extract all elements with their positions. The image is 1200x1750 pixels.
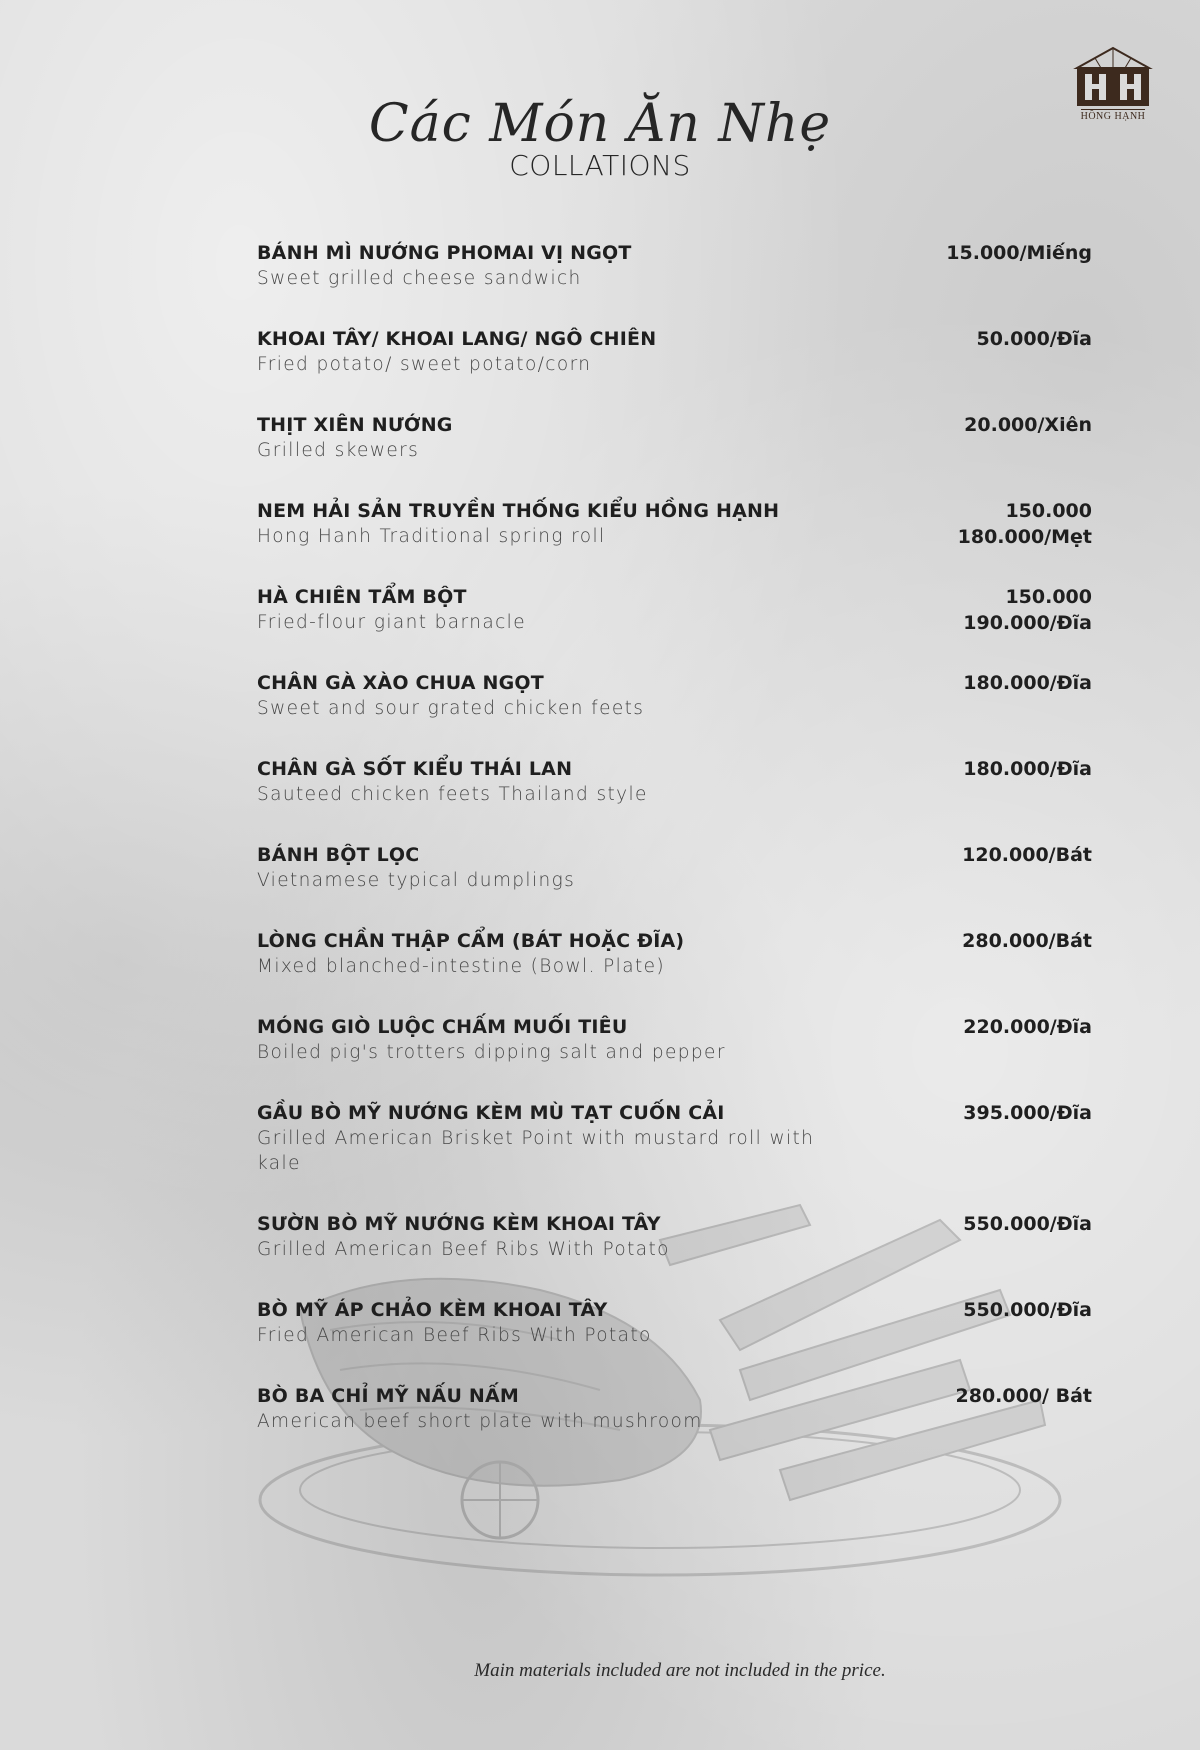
menu-item-description: Mixed blanched-intestine (Bowl. Plate) xyxy=(257,956,666,977)
price-line: 120.000/Bát xyxy=(962,844,1092,866)
menu-item-price xyxy=(963,1100,1092,1211)
logo-text: HỒNG HẠNH xyxy=(1080,111,1146,122)
menu-item-price xyxy=(964,412,1092,498)
menu-heading xyxy=(0,92,1200,182)
menu-item-description: Boiled pig's trotters dipping salt and pepper xyxy=(257,1042,726,1063)
menu-item-price xyxy=(956,1383,1092,1469)
price-line: 395.000/Đĩa xyxy=(963,1102,1092,1124)
menu-item xyxy=(257,240,1092,326)
price-line: 150.000 xyxy=(1005,500,1092,522)
menu-item-name: KHOAI TÂY/ KHOAI LANG/ NGÔ CHIÊN xyxy=(257,328,657,350)
price-line: 150.000 xyxy=(1005,586,1092,608)
price-line: 180.000/Đĩa xyxy=(963,672,1092,694)
menu-item-price xyxy=(963,670,1092,756)
menu-item-price xyxy=(963,1014,1092,1100)
menu-item-description: Sweet and sour grated chicken feets xyxy=(257,698,645,719)
menu-item-text xyxy=(257,326,837,412)
menu-item-text xyxy=(257,1383,837,1469)
menu-item-description: Hong Hanh Traditional spring roll xyxy=(257,526,606,547)
price-footnote: Main materials included are not included in the price. xyxy=(474,1660,886,1681)
menu-item-description: Sauteed chicken feets Thailand style xyxy=(257,784,648,805)
menu-item-description: Fried American Beef Ribs With Potato xyxy=(257,1325,652,1346)
menu-item-name: BÁNH MÌ NƯỚNG PHOMAI VỊ NGỌT xyxy=(257,242,632,264)
menu-item xyxy=(257,842,1092,928)
menu-item xyxy=(257,1014,1092,1100)
menu-item xyxy=(257,1100,1092,1211)
menu-item xyxy=(257,498,1092,584)
menu-item xyxy=(257,1383,1092,1469)
menu-item-price xyxy=(963,756,1092,842)
menu-item-name: THỊT XIÊN NƯỚNG xyxy=(257,414,453,436)
menu-item-name: BÒ BA CHỈ MỸ NẤU NẤM xyxy=(257,1385,520,1407)
menu-item-name: GẦU BÒ MỸ NƯỚNG KÈM MÙ TẠT CUỐN CẢI xyxy=(257,1102,725,1124)
menu-item-text xyxy=(257,240,837,326)
script-title: Các Món Ăn Nhẹ xyxy=(368,94,832,154)
menu-item-text xyxy=(257,1100,837,1211)
menu-item-text xyxy=(257,756,837,842)
menu-item-name: NEM HẢI SẢN TRUYỀN THỐNG KIỂU HỒNG HẠNH xyxy=(257,500,780,522)
menu-item xyxy=(257,326,1092,412)
menu-item-description: Sweet grilled cheese sandwich xyxy=(257,268,582,289)
heading-subtitle: COLLATIONS xyxy=(509,149,691,182)
menu-item-text xyxy=(257,1297,837,1383)
menu-item-text xyxy=(257,842,837,928)
menu-item xyxy=(257,670,1092,756)
menu-item-price xyxy=(963,584,1092,670)
menu-item-name: SƯỜN BÒ MỸ NƯỚNG KÈM KHOAI TÂY xyxy=(257,1213,661,1235)
menu-item-description: Grilled American Brisket Point with mustard roll with kale xyxy=(257,1128,815,1174)
price-line: 180.000/Đĩa xyxy=(963,758,1092,780)
menu-item-price xyxy=(946,240,1092,326)
menu-item-name: CHÂN GÀ XÀO CHUA NGỌT xyxy=(257,672,544,694)
menu-item xyxy=(257,1297,1092,1383)
menu-item xyxy=(257,928,1092,1014)
menu-item xyxy=(257,1211,1092,1297)
price-line: 280.000/ Bát xyxy=(955,1385,1092,1407)
price-line: 280.000/Bát xyxy=(962,930,1092,952)
price-line: 20.000/Xiên xyxy=(964,414,1092,436)
menu-item-text xyxy=(257,1211,837,1297)
menu-item-text xyxy=(257,412,837,498)
price-line: 550.000/Đĩa xyxy=(963,1213,1092,1235)
menu-item-name: MÓNG GIÒ LUỘC CHẤM MUỐI TIÊU xyxy=(257,1016,628,1038)
menu-item-price xyxy=(958,498,1092,584)
price-line: 190.000/Đĩa xyxy=(963,612,1092,634)
menu-item-price xyxy=(962,928,1092,1014)
menu-item-description: Fried potato/ sweet potato/corn xyxy=(257,354,592,375)
menu-item-description: Vietnamese typical dumplings xyxy=(257,870,576,891)
price-line: 180.000/Mẹt xyxy=(957,526,1092,548)
menu-item xyxy=(257,412,1092,498)
menu-item-price xyxy=(962,842,1092,928)
menu-item-price xyxy=(963,1211,1092,1297)
menu-item-name: CHÂN GÀ SỐT KIỂU THÁI LAN xyxy=(257,758,573,780)
price-line: 220.000/Đĩa xyxy=(963,1016,1092,1038)
menu-item-price xyxy=(976,326,1092,412)
menu-item xyxy=(257,756,1092,842)
menu-item-name: BÒ MỸ ÁP CHẢO KÈM KHOAI TÂY xyxy=(257,1299,608,1321)
menu-item-description: Grilled American Beef Ribs With Potato xyxy=(257,1239,670,1260)
price-line: 15.000/Miếng xyxy=(946,242,1092,264)
menu-item-description: Grilled skewers xyxy=(257,440,420,461)
menu-item-text xyxy=(257,584,837,670)
menu-item-text xyxy=(257,1014,837,1100)
price-line: 50.000/Đĩa xyxy=(976,328,1092,350)
menu-item-description: American beef short plate with mushroom xyxy=(257,1411,703,1432)
menu-item-name: HÀ CHIÊN TẨM BỘT xyxy=(257,586,467,608)
menu-item-text xyxy=(257,498,837,584)
menu-list xyxy=(257,240,1092,1469)
menu-item-name: LÒNG CHẦN THẬP CẨM (BÁT HOẶC ĐĨA) xyxy=(257,930,685,952)
menu-item-text xyxy=(257,670,837,756)
menu-item-name: BÁNH BỘT LỌC xyxy=(257,844,420,866)
menu-item xyxy=(257,584,1092,670)
menu-item-text xyxy=(257,928,837,1014)
menu-item-price xyxy=(963,1297,1092,1383)
price-line: 550.000/Đĩa xyxy=(963,1299,1092,1321)
menu-item-description: Fried-flour giant barnacle xyxy=(257,612,526,633)
